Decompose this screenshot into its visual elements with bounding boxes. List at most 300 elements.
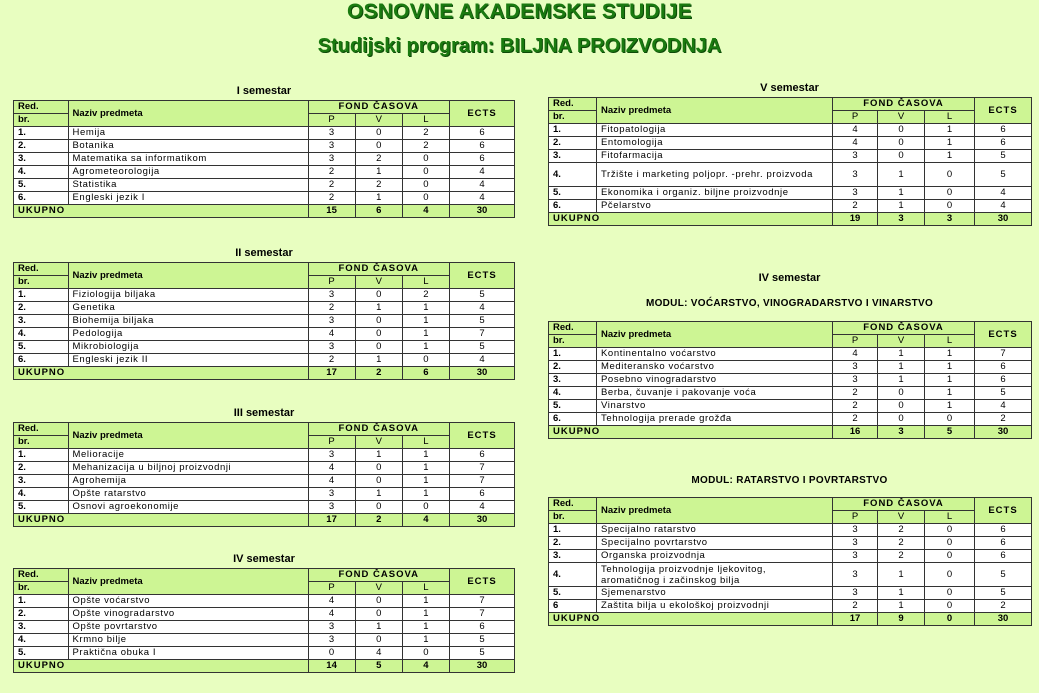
red-br-header-2: br. bbox=[549, 511, 597, 524]
row-number: 6. bbox=[14, 354, 69, 367]
total-v: 2 bbox=[355, 367, 402, 380]
hours-p: 3 bbox=[308, 634, 355, 647]
hours-p: 4 bbox=[308, 595, 355, 608]
fond-casova-header: FOND ČASOVA bbox=[308, 101, 449, 114]
hours-l: 1 bbox=[402, 621, 449, 634]
module-1-block bbox=[548, 270, 1031, 439]
hours-p: 3 bbox=[308, 289, 355, 302]
v-header: V bbox=[355, 114, 402, 127]
table-row bbox=[14, 475, 515, 488]
sem5-table bbox=[548, 97, 1032, 226]
ects-value: 7 bbox=[975, 348, 1032, 361]
semester-2-block bbox=[13, 245, 515, 380]
hours-l: 1 bbox=[402, 608, 449, 621]
table-row bbox=[14, 462, 515, 475]
row-number: 4. bbox=[14, 488, 69, 501]
hours-v: 0 bbox=[355, 127, 402, 140]
hours-v: 0 bbox=[878, 150, 925, 163]
naziv-header: Naziv predmeta bbox=[68, 569, 308, 595]
hours-v: 2 bbox=[355, 153, 402, 166]
table-header-row bbox=[549, 498, 1032, 511]
table-row bbox=[549, 413, 1032, 426]
hours-v: 0 bbox=[878, 387, 925, 400]
hours-p: 3 bbox=[833, 163, 878, 187]
hours-p: 3 bbox=[308, 153, 355, 166]
total-l: 6 bbox=[402, 367, 449, 380]
total-ects: 30 bbox=[975, 613, 1032, 626]
table-row bbox=[14, 315, 515, 328]
hours-l: 0 bbox=[925, 537, 975, 550]
ects-value: 4 bbox=[975, 200, 1032, 213]
ects-value: 4 bbox=[975, 187, 1032, 200]
hours-p: 3 bbox=[308, 140, 355, 153]
hours-p: 2 bbox=[308, 302, 355, 315]
table-row bbox=[549, 150, 1032, 163]
table-row bbox=[549, 563, 1032, 587]
total-v: 5 bbox=[355, 660, 402, 673]
hours-v: 0 bbox=[878, 124, 925, 137]
total-p: 14 bbox=[308, 660, 355, 673]
row-number: 5. bbox=[14, 341, 69, 354]
hours-v: 1 bbox=[355, 449, 402, 462]
v-header: V bbox=[355, 436, 402, 449]
red-br-header-2: br. bbox=[14, 436, 69, 449]
hours-l: 0 bbox=[925, 524, 975, 537]
hours-l: 0 bbox=[925, 413, 975, 426]
total-l: 4 bbox=[402, 514, 449, 527]
row-number: 2. bbox=[549, 361, 597, 374]
table-row bbox=[14, 127, 515, 140]
hours-v: 0 bbox=[355, 140, 402, 153]
row-number: 2. bbox=[14, 608, 69, 621]
total-p: 17 bbox=[308, 514, 355, 527]
course-name: Tehnologija prerade grožđa bbox=[597, 413, 833, 426]
ects-value: 7 bbox=[449, 328, 514, 341]
sem2-table bbox=[13, 262, 515, 380]
course-name: Praktična obuka I bbox=[68, 647, 308, 660]
course-name: Opšte voćarstvo bbox=[68, 595, 308, 608]
hours-p: 2 bbox=[833, 600, 878, 613]
course-name: Fitofarmacija bbox=[597, 150, 833, 163]
table-row bbox=[14, 289, 515, 302]
course-name: Osnovi agroekonomije bbox=[68, 501, 308, 514]
red-br-header-2: br. bbox=[549, 111, 597, 124]
naziv-header: Naziv predmeta bbox=[68, 423, 308, 449]
hours-l: 1 bbox=[402, 595, 449, 608]
ects-value: 5 bbox=[449, 647, 514, 660]
table-row bbox=[549, 348, 1032, 361]
ects-header: ECTS bbox=[449, 569, 514, 595]
row-number: 2. bbox=[549, 537, 597, 550]
course-name: Opšte povrtarstvo bbox=[68, 621, 308, 634]
hours-l: 0 bbox=[402, 501, 449, 514]
fond-casova-header: FOND ČASOVA bbox=[833, 98, 975, 111]
semr2-table bbox=[548, 497, 1032, 626]
hours-v: 2 bbox=[878, 537, 925, 550]
table-row bbox=[549, 550, 1032, 563]
course-name: Kontinentalno voćarstvo bbox=[597, 348, 833, 361]
row-number: 1. bbox=[14, 289, 69, 302]
ects-value: 2 bbox=[975, 600, 1032, 613]
ects-value: 6 bbox=[975, 361, 1032, 374]
ects-value: 2 bbox=[975, 413, 1032, 426]
table-row bbox=[14, 341, 515, 354]
hours-v: 1 bbox=[878, 361, 925, 374]
hours-p: 2 bbox=[308, 166, 355, 179]
hours-v: 0 bbox=[355, 462, 402, 475]
ects-value: 5 bbox=[975, 563, 1032, 587]
p-header: P bbox=[308, 436, 355, 449]
hours-p: 4 bbox=[833, 348, 878, 361]
ects-value: 5 bbox=[975, 387, 1032, 400]
course-name: Mediteransko voćarstvo bbox=[597, 361, 833, 374]
table-header-row bbox=[549, 322, 1032, 335]
table-row bbox=[14, 488, 515, 501]
total-row bbox=[14, 205, 515, 218]
total-v: 2 bbox=[355, 514, 402, 527]
ects-value: 6 bbox=[975, 137, 1032, 150]
hours-l: 1 bbox=[925, 400, 975, 413]
v-header: V bbox=[878, 111, 925, 124]
total-ects: 30 bbox=[449, 367, 514, 380]
hours-p: 3 bbox=[833, 563, 878, 587]
naziv-header: Naziv predmeta bbox=[597, 322, 833, 348]
semester-3-title: III semestar bbox=[233, 407, 295, 419]
row-number: 3. bbox=[14, 153, 69, 166]
hours-v: 1 bbox=[878, 163, 925, 187]
total-l: 5 bbox=[925, 426, 975, 439]
ects-value: 6 bbox=[975, 124, 1032, 137]
row-number: 3. bbox=[549, 150, 597, 163]
ects-value: 7 bbox=[449, 608, 514, 621]
course-name: Sjemenarstvo bbox=[597, 587, 833, 600]
row-number: 1. bbox=[549, 524, 597, 537]
total-v: 6 bbox=[355, 205, 402, 218]
hours-v: 0 bbox=[355, 475, 402, 488]
hours-l: 0 bbox=[925, 550, 975, 563]
hours-l: 0 bbox=[925, 200, 975, 213]
red-br-header: Red. bbox=[549, 322, 597, 335]
fond-casova-header: FOND ČASOVA bbox=[308, 569, 449, 582]
ects-value: 7 bbox=[449, 595, 514, 608]
naziv-header: Naziv predmeta bbox=[68, 101, 308, 127]
module-2-block bbox=[548, 473, 1031, 626]
ects-value: 6 bbox=[449, 127, 514, 140]
course-name: Pčelarstvo bbox=[597, 200, 833, 213]
semester-5-block bbox=[548, 80, 1031, 226]
ects-value: 5 bbox=[975, 163, 1032, 187]
sem3-table bbox=[13, 422, 515, 527]
row-number: 2. bbox=[14, 302, 69, 315]
row-number: 5. bbox=[549, 587, 597, 600]
course-name: Engleski jezik I bbox=[68, 192, 308, 205]
hours-v: 0 bbox=[355, 634, 402, 647]
table-row bbox=[549, 387, 1032, 400]
hours-p: 3 bbox=[833, 537, 878, 550]
hours-l: 1 bbox=[925, 137, 975, 150]
total-p: 16 bbox=[833, 426, 878, 439]
row-number: 1. bbox=[549, 124, 597, 137]
total-l: 0 bbox=[925, 613, 975, 626]
row-number: 3. bbox=[549, 374, 597, 387]
hours-l: 0 bbox=[925, 187, 975, 200]
table-row bbox=[14, 354, 515, 367]
table-header-row bbox=[14, 569, 515, 582]
total-row bbox=[14, 660, 515, 673]
row-number: 4. bbox=[549, 387, 597, 400]
ects-value: 7 bbox=[449, 462, 514, 475]
course-name: Agrohemija bbox=[68, 475, 308, 488]
hours-p: 3 bbox=[833, 587, 878, 600]
table-header-row bbox=[14, 423, 515, 436]
course-name: Opšte ratarstvo bbox=[68, 488, 308, 501]
hours-p: 4 bbox=[308, 328, 355, 341]
sem1-table bbox=[13, 100, 515, 218]
l-header: L bbox=[402, 436, 449, 449]
table-row bbox=[14, 153, 515, 166]
module-2-title: MODUL: RATARSTVO I POVRTARSTVO bbox=[691, 475, 888, 486]
table-row bbox=[549, 163, 1032, 187]
course-name: Statistika bbox=[68, 179, 308, 192]
hours-p: 4 bbox=[833, 137, 878, 150]
ects-header: ECTS bbox=[449, 263, 514, 289]
hours-v: 2 bbox=[355, 179, 402, 192]
row-number: 1. bbox=[14, 595, 69, 608]
hours-l: 0 bbox=[402, 354, 449, 367]
ects-value: 6 bbox=[449, 449, 514, 462]
table-row bbox=[549, 587, 1032, 600]
ects-header: ECTS bbox=[975, 498, 1032, 524]
hours-p: 2 bbox=[833, 200, 878, 213]
p-header: P bbox=[833, 511, 878, 524]
course-name: Vinarstvo bbox=[597, 400, 833, 413]
red-br-header-2: br. bbox=[14, 276, 69, 289]
ects-value: 6 bbox=[975, 537, 1032, 550]
row-number: 4. bbox=[549, 163, 597, 187]
course-name: Organska proizvodnja bbox=[597, 550, 833, 563]
ects-value: 5 bbox=[449, 315, 514, 328]
total-row bbox=[549, 613, 1032, 626]
hours-p: 3 bbox=[833, 150, 878, 163]
hours-v: 1 bbox=[878, 348, 925, 361]
p-header: P bbox=[308, 114, 355, 127]
naziv-header: Naziv predmeta bbox=[597, 498, 833, 524]
hours-p: 2 bbox=[308, 179, 355, 192]
hours-p: 2 bbox=[308, 192, 355, 205]
red-br-header: Red. bbox=[14, 263, 69, 276]
course-name: Krmno bilje bbox=[68, 634, 308, 647]
table-row bbox=[14, 140, 515, 153]
ects-value: 5 bbox=[449, 289, 514, 302]
course-name: Melioracije bbox=[68, 449, 308, 462]
ects-value: 6 bbox=[449, 621, 514, 634]
p-header: P bbox=[308, 582, 355, 595]
hours-p: 3 bbox=[833, 550, 878, 563]
hours-v: 0 bbox=[355, 608, 402, 621]
semester-5-title: V semestar bbox=[760, 82, 819, 94]
hours-p: 3 bbox=[833, 524, 878, 537]
red-br-header: Red. bbox=[14, 569, 69, 582]
table-row bbox=[549, 187, 1032, 200]
hours-v: 0 bbox=[878, 413, 925, 426]
table-row bbox=[14, 621, 515, 634]
table-row bbox=[549, 600, 1032, 613]
l-header: L bbox=[925, 511, 975, 524]
course-name: Specijalno ratarstvo bbox=[597, 524, 833, 537]
total-v: 9 bbox=[878, 613, 925, 626]
hours-v: 1 bbox=[355, 302, 402, 315]
v-header: V bbox=[355, 582, 402, 595]
table-header-row bbox=[14, 263, 515, 276]
course-name: Mehanizacija u biljnoj proizvodnji bbox=[68, 462, 308, 475]
course-name: Posebno vinogradarstvo bbox=[597, 374, 833, 387]
red-br-header: Red. bbox=[14, 423, 69, 436]
row-number: 1. bbox=[549, 348, 597, 361]
hours-p: 3 bbox=[308, 501, 355, 514]
row-number: 1. bbox=[14, 449, 69, 462]
hours-l: 0 bbox=[402, 153, 449, 166]
table-header-row bbox=[549, 98, 1032, 111]
hours-p: 3 bbox=[308, 341, 355, 354]
table-row bbox=[14, 634, 515, 647]
hours-v: 0 bbox=[878, 137, 925, 150]
hours-p: 4 bbox=[833, 124, 878, 137]
total-label: UKUPNO bbox=[14, 660, 309, 673]
ects-value: 4 bbox=[975, 400, 1032, 413]
hours-p: 3 bbox=[833, 361, 878, 374]
course-name: Entomologija bbox=[597, 137, 833, 150]
table-row bbox=[14, 595, 515, 608]
course-name: Genetika bbox=[68, 302, 308, 315]
fond-casova-header: FOND ČASOVA bbox=[833, 498, 975, 511]
ects-value: 4 bbox=[449, 166, 514, 179]
course-name: Tehnologija proizvodnje ljekovitog, aromatičnog i začinskog bilja bbox=[597, 563, 833, 587]
row-number: 5. bbox=[14, 179, 69, 192]
hours-p: 4 bbox=[308, 475, 355, 488]
course-name: Hemija bbox=[68, 127, 308, 140]
ects-value: 4 bbox=[449, 179, 514, 192]
total-row bbox=[14, 514, 515, 527]
total-ects: 30 bbox=[449, 514, 514, 527]
v-header: V bbox=[878, 511, 925, 524]
ects-value: 6 bbox=[975, 374, 1032, 387]
total-v: 3 bbox=[878, 213, 925, 226]
hours-v: 1 bbox=[355, 192, 402, 205]
hours-l: 0 bbox=[402, 166, 449, 179]
hours-v: 0 bbox=[878, 400, 925, 413]
ects-value: 6 bbox=[449, 488, 514, 501]
hours-v: 1 bbox=[878, 200, 925, 213]
hours-l: 0 bbox=[925, 587, 975, 600]
hours-v: 4 bbox=[355, 647, 402, 660]
row-number: 3. bbox=[14, 621, 69, 634]
hours-p: 4 bbox=[308, 608, 355, 621]
l-header: L bbox=[925, 111, 975, 124]
hours-l: 1 bbox=[925, 387, 975, 400]
hours-l: 1 bbox=[402, 302, 449, 315]
total-row bbox=[549, 213, 1032, 226]
red-br-header-2: br. bbox=[549, 335, 597, 348]
red-br-header-2: br. bbox=[14, 114, 69, 127]
naziv-header: Naziv predmeta bbox=[597, 98, 833, 124]
ects-value: 5 bbox=[449, 634, 514, 647]
hours-v: 1 bbox=[355, 488, 402, 501]
hours-l: 0 bbox=[402, 647, 449, 660]
row-number: 3. bbox=[14, 475, 69, 488]
hours-l: 1 bbox=[402, 341, 449, 354]
hours-l: 1 bbox=[402, 315, 449, 328]
course-name: Zaštita bilja u ekološkoj proizvodnji bbox=[597, 600, 833, 613]
p-header: P bbox=[833, 335, 878, 348]
hours-v: 1 bbox=[878, 374, 925, 387]
hours-l: 1 bbox=[925, 150, 975, 163]
table-row bbox=[14, 166, 515, 179]
semr1-table bbox=[548, 321, 1032, 439]
hours-p: 2 bbox=[833, 413, 878, 426]
hours-v: 0 bbox=[355, 341, 402, 354]
table-row bbox=[14, 192, 515, 205]
table-row bbox=[549, 400, 1032, 413]
course-name: Biohemija biljaka bbox=[68, 315, 308, 328]
module-1-title: MODUL: VOĆARSTVO, VINOGRADARSTVO I VINARSTVO bbox=[645, 298, 934, 309]
course-name: Pedologija bbox=[68, 328, 308, 341]
hours-p: 3 bbox=[308, 127, 355, 140]
total-row bbox=[549, 426, 1032, 439]
hours-p: 3 bbox=[833, 187, 878, 200]
course-name: Specijalno povrtarstvo bbox=[597, 537, 833, 550]
course-name: Botanika bbox=[68, 140, 308, 153]
course-name: Matematika sa informatikom bbox=[68, 153, 308, 166]
hours-p: 2 bbox=[833, 387, 878, 400]
table-row bbox=[14, 449, 515, 462]
fond-casova-header: FOND ČASOVA bbox=[308, 263, 449, 276]
hours-p: 3 bbox=[308, 315, 355, 328]
row-number: 1. bbox=[14, 127, 69, 140]
row-number: 4. bbox=[549, 563, 597, 587]
row-number: 6. bbox=[14, 192, 69, 205]
hours-v: 1 bbox=[878, 563, 925, 587]
hours-l: 0 bbox=[402, 192, 449, 205]
page-title: OSNOVNE AKADEMSKE STUDIJE bbox=[347, 0, 692, 23]
table-row bbox=[549, 524, 1032, 537]
hours-v: 1 bbox=[878, 587, 925, 600]
total-label: UKUPNO bbox=[14, 205, 309, 218]
row-number: 3. bbox=[14, 315, 69, 328]
total-p: 19 bbox=[833, 213, 878, 226]
row-number: 4. bbox=[14, 634, 69, 647]
hours-l: 1 bbox=[925, 348, 975, 361]
row-number: 2. bbox=[549, 137, 597, 150]
total-l: 4 bbox=[402, 205, 449, 218]
course-name: Agrometeorologija bbox=[68, 166, 308, 179]
total-label: UKUPNO bbox=[14, 514, 309, 527]
row-number: 5. bbox=[14, 647, 69, 660]
ects-header: ECTS bbox=[975, 98, 1032, 124]
total-v: 3 bbox=[878, 426, 925, 439]
hours-p: 3 bbox=[308, 621, 355, 634]
hours-v: 2 bbox=[878, 550, 925, 563]
hours-v: 0 bbox=[355, 289, 402, 302]
ects-value: 4 bbox=[449, 501, 514, 514]
ects-value: 5 bbox=[449, 341, 514, 354]
course-name: Opšte vinogradarstvo bbox=[68, 608, 308, 621]
hours-l: 1 bbox=[925, 374, 975, 387]
total-p: 17 bbox=[308, 367, 355, 380]
row-number: 2. bbox=[14, 462, 69, 475]
hours-p: 0 bbox=[308, 647, 355, 660]
l-header: L bbox=[925, 335, 975, 348]
total-ects: 30 bbox=[975, 213, 1032, 226]
